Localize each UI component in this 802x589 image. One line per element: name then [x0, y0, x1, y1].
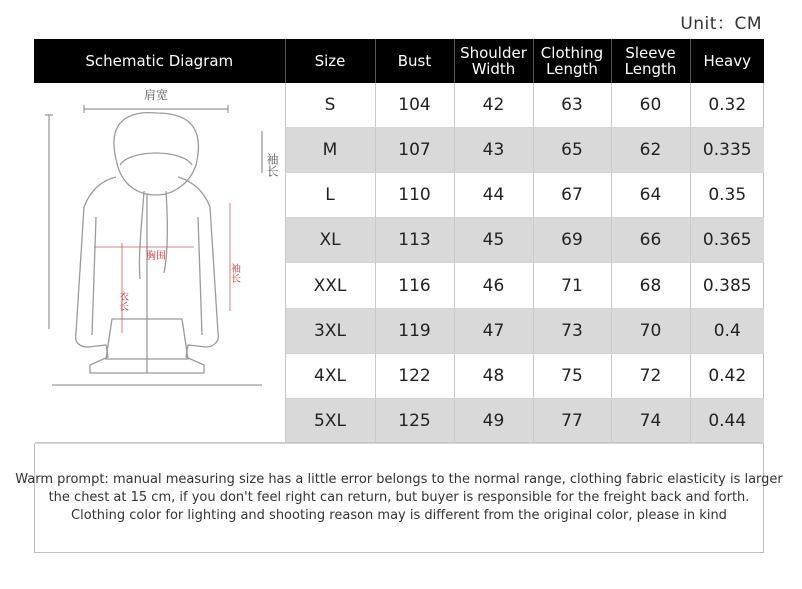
- cell-size: 4XL: [285, 353, 375, 398]
- cell-length: 67: [533, 173, 611, 218]
- cell-shoulder: 46: [454, 263, 533, 308]
- note-line: Warm prompt: manual measuring size has a little error belongs to the normal range, clothing fabric elasticity is larger: [15, 472, 783, 487]
- header-shoulder-line1: Shoulder: [460, 44, 527, 62]
- cell-shoulder: 43: [454, 128, 533, 173]
- cell-shoulder: 48: [454, 353, 533, 398]
- cell-sleeve: 72: [611, 353, 690, 398]
- cell-length: 77: [533, 398, 611, 443]
- cell-size: 3XL: [285, 308, 375, 353]
- cell-shoulder: 47: [454, 308, 533, 353]
- cell-sleeve: 66: [611, 218, 690, 263]
- header-sleeve-line1: Sleeve: [625, 44, 676, 62]
- cell-size: S: [285, 83, 375, 128]
- table-header-row: [34, 39, 764, 83]
- cell-size: XXL: [285, 263, 375, 308]
- header-schematic-diagram: Schematic Diagram: [34, 39, 285, 83]
- size-chart-table: [34, 39, 764, 444]
- cell-sleeve: 74: [611, 398, 690, 443]
- label-shoulder: 肩宽: [144, 88, 169, 102]
- cell-heavy: 0.4: [690, 308, 764, 353]
- note-line: the chest at 15 cm, if you don't feel right can return, but buyer is responsible for the freight back and forth.: [48, 490, 750, 505]
- cell-sleeve: 68: [611, 263, 690, 308]
- cell-bust: 110: [375, 173, 454, 218]
- label-sleeve: 袖长: [265, 153, 280, 177]
- cell-size: M: [285, 128, 375, 173]
- cell-shoulder: 45: [454, 218, 533, 263]
- cell-bust: 119: [375, 308, 454, 353]
- cell-heavy: 0.335: [690, 128, 764, 173]
- cell-heavy: 0.42: [690, 353, 764, 398]
- cell-length: 73: [533, 308, 611, 353]
- label-chest: 胸围: [146, 251, 167, 262]
- header-sleeve-length: [611, 39, 690, 83]
- cell-bust: 107: [375, 128, 454, 173]
- cell-heavy: 0.35: [690, 173, 764, 218]
- cell-length: 75: [533, 353, 611, 398]
- cell-bust: 113: [375, 218, 454, 263]
- header-size: Size: [285, 39, 375, 83]
- cell-bust: 116: [375, 263, 454, 308]
- hoodie-schematic-diagram: [34, 83, 285, 444]
- label-sleeve-side: 袖长: [228, 263, 240, 283]
- cell-shoulder: 42: [454, 83, 533, 128]
- unit-label: Unit：CM: [680, 14, 762, 34]
- cell-sleeve: 70: [611, 308, 690, 353]
- cell-heavy: 0.365: [690, 218, 764, 263]
- cell-bust: 125: [375, 398, 454, 443]
- cell-sleeve: 64: [611, 173, 690, 218]
- cell-shoulder: 49: [454, 398, 533, 443]
- header-clothing-line2: Length: [546, 60, 598, 78]
- cell-sleeve: 60: [611, 83, 690, 128]
- cell-size: L: [285, 173, 375, 218]
- cell-bust: 104: [375, 83, 454, 128]
- cell-heavy: 0.385: [690, 263, 764, 308]
- cell-length: 69: [533, 218, 611, 263]
- header-clothing-line1: Clothing: [540, 44, 604, 62]
- header-heavy: Heavy: [690, 39, 764, 83]
- cell-size: XL: [285, 218, 375, 263]
- header-sleeve-line2: Length: [624, 60, 677, 78]
- cell-size: 5XL: [285, 398, 375, 443]
- header-shoulder-line2: Width: [471, 60, 516, 78]
- hoodie-diagram-image: [34, 83, 284, 438]
- cell-heavy: 0.44: [690, 398, 764, 443]
- label-length: 衣长: [116, 291, 128, 311]
- note-line: Clothing color for lighting and shooting reason may is different from the original color, please in kind: [71, 508, 727, 523]
- warm-prompt-note: [15, 442, 783, 553]
- cell-length: 71: [533, 263, 611, 308]
- cell-length: 63: [533, 83, 611, 128]
- table-row: [34, 83, 764, 128]
- cell-shoulder: 44: [454, 173, 533, 218]
- cell-bust: 122: [375, 353, 454, 398]
- header-shoulder-width: [454, 39, 533, 83]
- cell-sleeve: 62: [611, 128, 690, 173]
- header-clothing-length: [533, 39, 611, 83]
- cell-heavy: 0.32: [690, 83, 764, 128]
- cell-length: 65: [533, 128, 611, 173]
- header-bust: Bust: [375, 39, 454, 83]
